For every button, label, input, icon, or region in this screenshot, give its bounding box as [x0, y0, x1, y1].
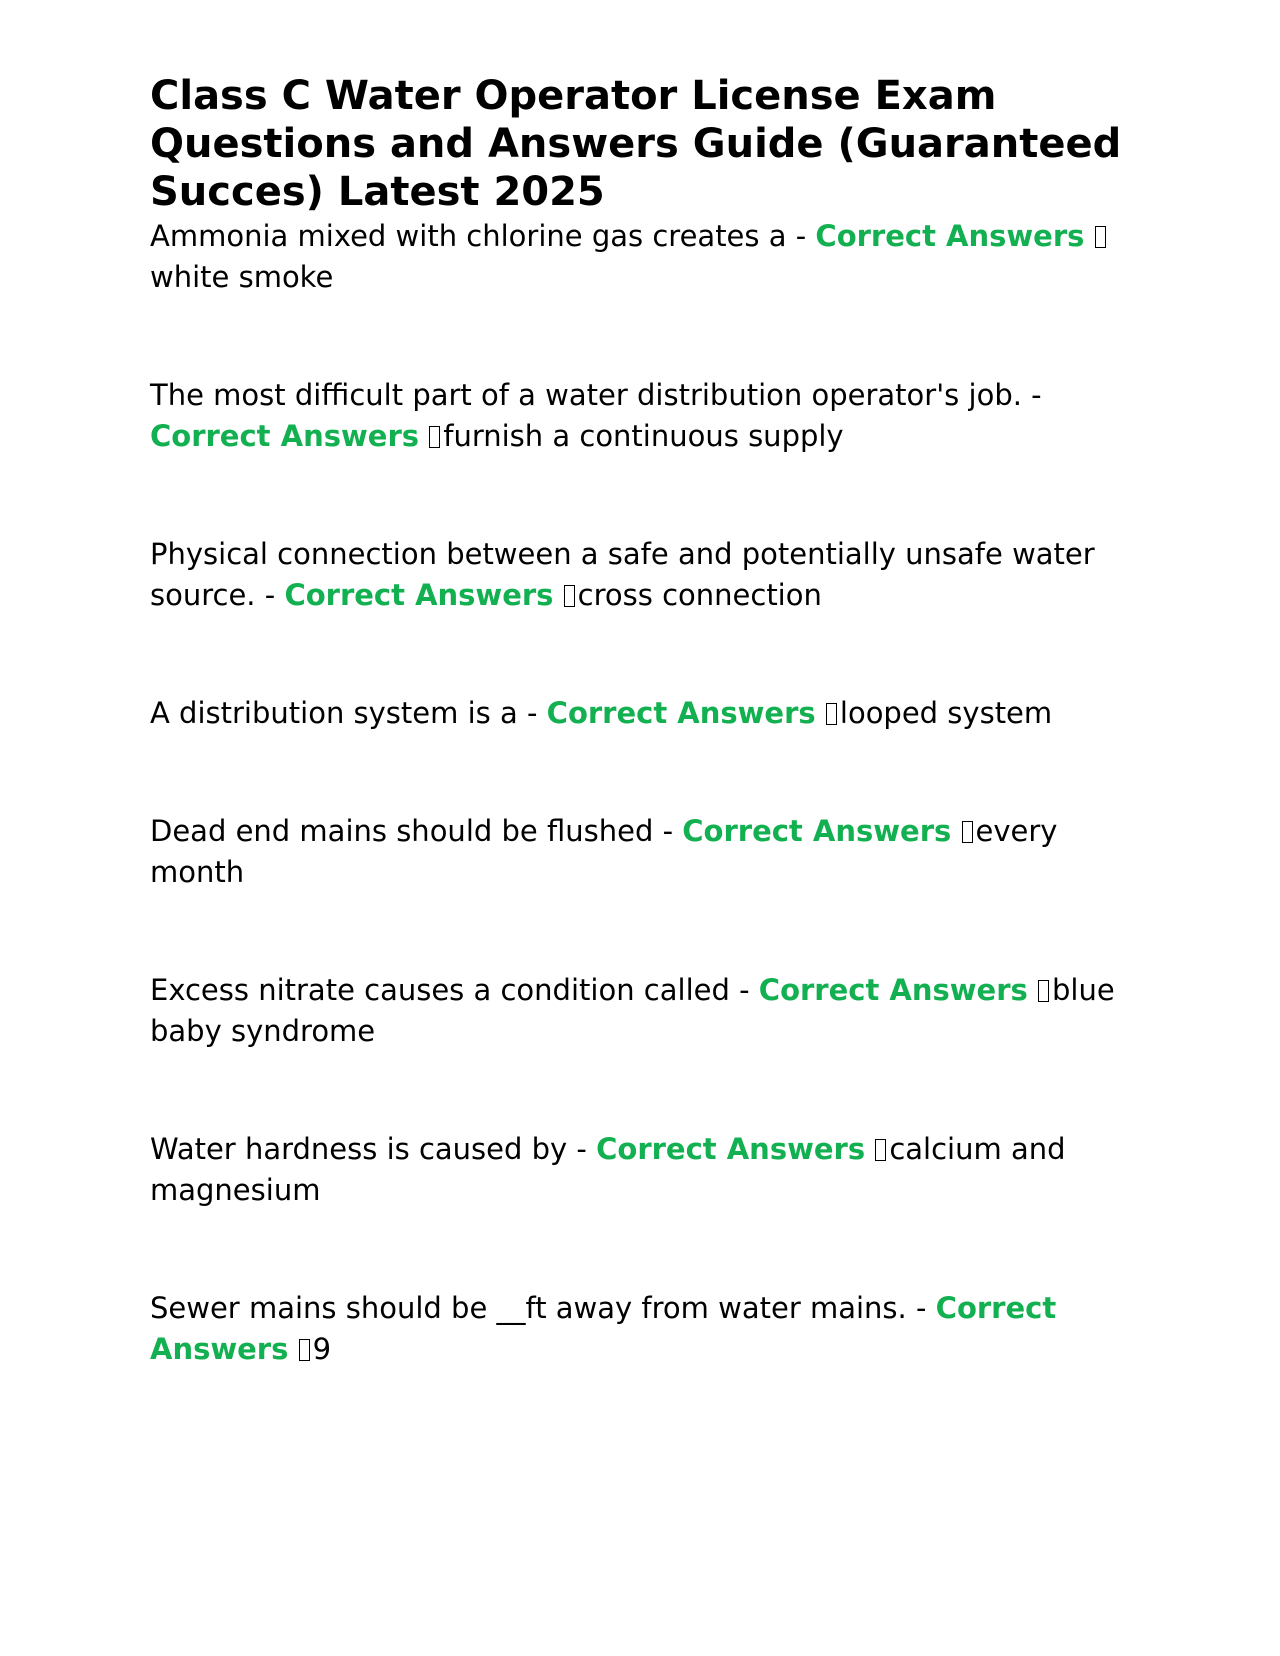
answer-marker-icon: [875, 1139, 886, 1161]
question-text: Excess nitrate causes a condition called -: [150, 973, 759, 1007]
answer-label: Correct Answers: [758, 973, 1028, 1007]
question-text: Ammonia mixed with chlorine gas creates a -: [150, 219, 816, 253]
question-text: The most difficult part of a water distribution operator's job. -: [150, 378, 1042, 412]
qa-item: [150, 1288, 1130, 1370]
answer-marker-icon: [429, 426, 440, 448]
answer-text: calcium and magnesium: [150, 1132, 1066, 1207]
qa-item: [150, 970, 1130, 1052]
question-text: Physical connection between a safe and potentially unsafe water source. -: [150, 537, 1095, 612]
answer-marker-icon: [1095, 226, 1106, 248]
question-text: Sewer mains should be __ft away from water mains. -: [150, 1291, 936, 1325]
answer-text: cross connection: [577, 578, 822, 612]
qa-list: [150, 216, 1130, 1370]
answer-marker-icon: [1038, 980, 1049, 1002]
answer-label: Correct Answers: [150, 419, 420, 453]
qa-item: [150, 216, 1130, 298]
qa-item: [150, 1129, 1130, 1211]
answer-marker-icon: [299, 1339, 310, 1361]
question-text: A distribution system is a -: [150, 696, 547, 730]
answer-text: 9: [312, 1332, 332, 1366]
answer-text: looped system: [839, 696, 1053, 730]
answer-text: every month: [150, 814, 1058, 889]
answer-marker-icon: [564, 585, 575, 607]
answer-marker-icon: [962, 821, 973, 843]
answer-text: blue baby syndrome: [150, 973, 1115, 1048]
qa-item: [150, 693, 1130, 734]
question-text: Water hardness is caused by -: [150, 1132, 597, 1166]
question-text: Dead end mains should be flushed -: [150, 814, 683, 848]
answer-label: Correct Answers: [815, 219, 1085, 253]
document-page: [150, 72, 1130, 1447]
answer-marker-icon: [826, 703, 837, 725]
answer-text: furnish a continuous supply: [443, 419, 844, 453]
answer-label: Correct Answers: [682, 814, 952, 848]
qa-item: [150, 534, 1130, 616]
answer-label: Correct Answers: [284, 578, 554, 612]
answer-label: Correct Answers: [596, 1132, 866, 1166]
qa-item: [150, 375, 1130, 457]
answer-label: Correct Answers: [546, 696, 816, 730]
document-title: Class C Water Operator License Exam Questions and Answers Guide (Guaranteed Succes) Latest 2025: [150, 73, 1122, 215]
qa-item: [150, 811, 1130, 893]
answer-text: white smoke: [150, 260, 334, 294]
answer-label: Correct Answers: [150, 1291, 1057, 1366]
